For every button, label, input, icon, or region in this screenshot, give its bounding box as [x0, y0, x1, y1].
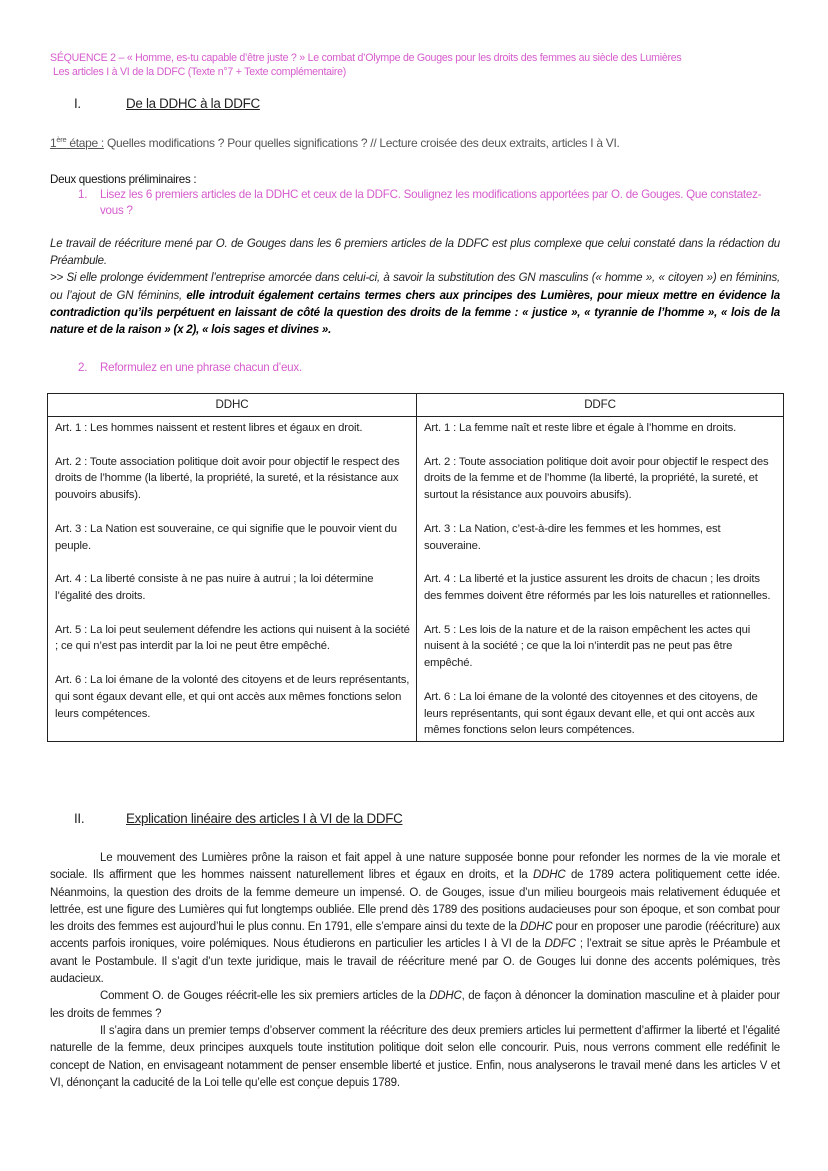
section-2-number: II.	[74, 811, 85, 826]
section-1-number: I.	[74, 96, 81, 111]
question-1-number: 1.	[78, 188, 88, 201]
answer-paragraph-1: Le travail de réécriture mené par O. de Gouges dans les 6 premiers articles de la DDFC est plus complexe que celui constaté dans la rédaction du Préambule.	[50, 238, 780, 268]
section-2-heading	[74, 811, 402, 826]
question-2-number: 2.	[78, 361, 88, 374]
question-1-text: Lisez les 6 premiers articles de la DDHC et ceux de la DDFC. Soulignez les modifications apportées par O. de Gouges. Que constatez-vous ?	[100, 188, 762, 217]
section-1-title: De la DDHC à la DDFC	[126, 96, 260, 111]
sequence-title: SÉQUENCE 2 – « Homme, es-tu capable d’être juste ? » Le combat d’Olympe de Gouges pour les droits des femmes au siècle des Lumières	[50, 52, 682, 64]
italic-title: DDHC	[520, 921, 553, 934]
etape-text: Quelles modifications ? Pour quelles significations ? // Lecture croisée des deux extraits, articles I à VI.	[103, 136, 620, 150]
etape-label-sup: ère	[56, 135, 67, 144]
ddhc-article-1: Art. 1 : Les hommes naissent et restent libres et égaux en droit.	[55, 422, 363, 434]
etape-label-num: 1	[50, 136, 57, 150]
etape-label-rest: étape :	[66, 136, 104, 150]
etape-label	[50, 136, 104, 150]
italic-title: DDHC	[429, 990, 462, 1003]
questions-title: Deux questions préliminaires :	[50, 173, 197, 186]
section-1-heading	[74, 96, 260, 111]
ddfc-article-3: Art. 3 : La Nation, c’est-à-dire les femmes et les hommes, est souveraine.	[424, 522, 721, 552]
explication-body	[50, 850, 780, 1092]
ddfc-article-5: Art. 5 : Les lois de la nature et de la raison empêchent les actes qui nuisent à la société ; ce que la loi n’interdit pas ne peut pas être empêché.	[424, 623, 751, 670]
question-2-text: Reformulez en une phrase chacun d’eux.	[100, 361, 302, 374]
ddhc-column	[48, 417, 417, 742]
ddfc-column	[417, 417, 784, 742]
plan-paragraph: Il s’agira dans un premier temps d’observer comment la réécriture des deux premiers articles lui permettent d’affirmer la liberté et l’égalité naturelle de la femme, deux principes auxquels toute institution politique doit selon elle concourir. Puis, nous verrons comment elle redéfinit le concept de Nation, en envisageant notamment de penser ensemble liberté et justice. Enfin, nous analyserons le travail mené dans les articles V et VI, dénonçant la caducité de la Loi telle qu’elle est conçue depuis 1789.	[50, 1024, 780, 1089]
ddhc-article-2: Art. 2 : Toute association politique doit avoir pour objectif le respect des droits de l’homme (la liberté, la propriété, la sureté, et la résistance aux pouvoirs abusifs).	[55, 455, 400, 502]
table-header-ddhc: DDHC	[48, 394, 417, 417]
question-2	[78, 360, 780, 376]
intro-paragraph: Le mouvement des Lumières prône la raison et fait appel à une nature supposée bonne pour refonder les normes de la vie morale et sociale. Ils affirment que les hommes naissent naturellement libres et égaux en droits, et la DDHC de 1789 actera politiquement cette idée. Néanmoins, la question des droits de la femme demeure un impensé. O. de Gouges, issue d’un milieu bourgeois mais relativement éduquée et lettrée, est une figure des Lumières qui fut longtemps oubliée. Elle prend dès 1789 des positions audacieuses pour son époque, et son combat pour les droits des femmes est aujourd’hui le plus connu. En 1791, elle s’empare ainsi du texte de la DDHC pour en proposer une parodie (réécriture) aux accents parfois ironiques, voire polémiques. Nous étudierons en particulier les articles I à VI de la DDFC ; l’extrait se situe après le Préambule et avant le Postambule. Il s’agit d’un texte juridique, mais le travail de réécriture mené par O. de Gouges lui donne des accents polémiques, très audacieux.	[50, 852, 780, 986]
question-1	[78, 187, 780, 219]
italic-title: DDHC	[533, 869, 566, 882]
etape-line	[50, 135, 620, 150]
italic-title: DDFC	[544, 938, 576, 951]
section-2-title: Explication linéaire des articles I à VI de la DDFC	[126, 811, 403, 826]
sequence-subtitle: Les articles I à VI de la DDFC (Texte n°7 + Texte complémentaire)	[53, 66, 347, 78]
problematique-paragraph: Comment O. de Gouges réécrit-elle les six premiers articles de la DDHC, de façon à dénoncer la domination masculine et à plaider pour les droits de femmes ?	[50, 990, 780, 1020]
ddfc-article-1: Art. 1 : La femme naît et reste libre et égale à l’homme en droits.	[424, 422, 737, 434]
answer-paragraph-2	[50, 270, 780, 339]
comparison-table	[47, 393, 784, 742]
ddhc-article-6: Art. 6 : La loi émane de la volonté des citoyens et de leurs représentants, qui sont égaux devant elle, et qui ont accès aux mêmes fonctions selon leurs compétences.	[55, 673, 410, 720]
ddfc-article-6: Art. 6 : La loi émane de la volonté des citoyennes et des citoyens, de leurs représentants, qui sont égaux devant elle, et qui ont accès aux mêmes fonctions selon leurs compétences.	[424, 690, 758, 737]
table-header-ddfc: DDFC	[417, 394, 784, 417]
ddhc-article-4: Art. 4 : La liberté consiste à ne pas nuire à autrui ; la loi détermine l’égalité des droits.	[55, 573, 374, 602]
answer-block	[50, 236, 780, 339]
ddfc-article-2: Art. 2 : Toute association politique doit avoir pour objectif le respect des droits de la femme et de l’homme (la liberté, la propriété, la sureté, et surtout la résistance aux pouvoirs abusifs).	[424, 455, 769, 502]
sequence-header	[50, 51, 681, 79]
answer-plain: >> Si elle prolonge évidemment l’entreprise amorcée dans celui-ci, à savoir la substitution des GN masculins (« homme », « citoyen ») en féminins, ou l’ajout de GN féminins,	[50, 272, 780, 302]
ddhc-article-3: Art. 3 : La Nation est souveraine, ce qui signifie que le pouvoir vient du peuple.	[55, 522, 397, 552]
ddhc-article-5: Art. 5 : La loi peut seulement défendre les actions qui nuisent à la société ; ce qui n’est pas interdit par la loi ne peut être empêché.	[55, 623, 410, 653]
answer-bold: elle introduit également certains termes chers aux principes des Lumières, pour mieux mettre en évidence la contradiction qu’ils perpétuent en laissant de côté la question des droits de la femme : « justice », « tyrannie de l’homme », « lois de la nature et de la raison » (x 2), « lois sages et divines ».	[50, 289, 780, 337]
ddfc-article-4: Art. 4 : La liberté et la justice assurent les droits de chacun ; les droits des femmes doivent être réformés par les lois naturelles et rationnelles.	[424, 573, 771, 602]
